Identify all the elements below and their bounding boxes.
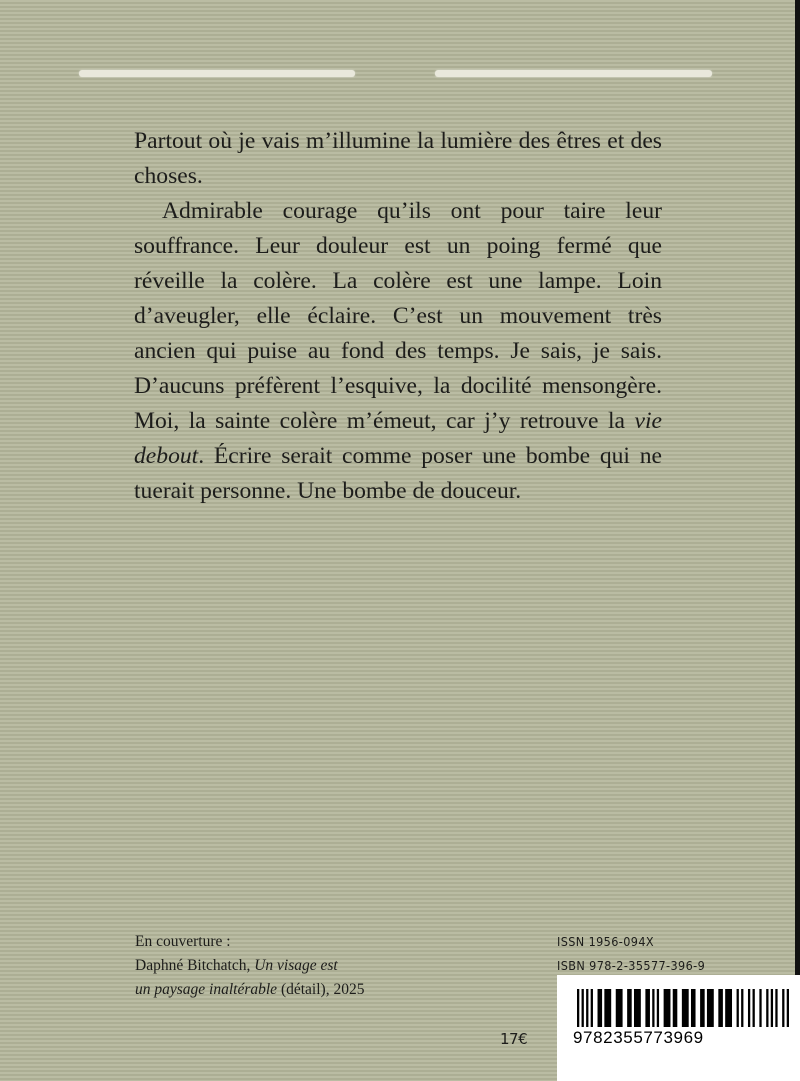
barcode-bar	[645, 989, 650, 1027]
barcode-bar	[664, 989, 671, 1027]
barcode-bar	[577, 989, 579, 1027]
barcode-bar	[766, 989, 768, 1027]
barcode-bar	[652, 989, 654, 1027]
paragraph-2	[134, 194, 662, 509]
credits-title-part2: un paysage inaltérable	[135, 981, 278, 998]
isbn-code: ISBN 978-2-35577-396-9	[557, 958, 706, 973]
cover-credits	[135, 930, 435, 1002]
barcode-bar	[787, 989, 789, 1027]
barcode-bar	[591, 989, 593, 1027]
barcode-icon	[577, 989, 789, 1027]
paragraph-1: Partout où je vais m’illumine la lumière des êtres et des choses.	[134, 128, 662, 189]
barcode-bar	[657, 989, 659, 1027]
paragraph-2-italic: vie debout	[134, 408, 662, 469]
barcode-bar	[691, 989, 696, 1027]
credits-artist: Daphné Bitchatch,	[135, 957, 255, 974]
credits-line-2	[135, 954, 435, 978]
barcode-bar	[718, 989, 723, 1027]
credits-title-part1: Un visage est	[254, 957, 338, 974]
barcode-box	[557, 975, 800, 1081]
issn-code: ISSN 1956-094X	[557, 934, 655, 949]
credits-heading: En couverture :	[135, 933, 231, 950]
publication-codes	[557, 930, 797, 978]
right-edge-strip	[795, 0, 800, 975]
credits-suffix: (détail), 2025	[277, 981, 365, 998]
barcode-bar	[741, 989, 743, 1027]
barcode-bar	[725, 989, 732, 1027]
barcode-bar	[598, 989, 603, 1027]
paragraph-2-part-b: . Écrire serait comme poser une bombe qui ne tuerait personne. Une bombe de douceur.	[134, 443, 662, 504]
credits-line-3	[135, 978, 435, 1002]
barcode-bar	[616, 989, 623, 1027]
barcode-bar	[707, 989, 714, 1027]
decorative-bar-right	[435, 70, 712, 77]
barcode-bar	[748, 989, 750, 1027]
barcode-bar	[775, 989, 777, 1027]
decorative-bar-left	[79, 70, 355, 77]
barcode-digits: 9782355773969	[573, 1028, 704, 1047]
barcode-bar	[759, 989, 761, 1027]
barcode-bar	[782, 989, 784, 1027]
barcode-bar	[682, 989, 689, 1027]
barcode-bar	[673, 989, 678, 1027]
barcode-bar	[737, 989, 739, 1027]
barcode-bar	[771, 989, 773, 1027]
barcode-bar	[700, 989, 705, 1027]
barcode-bar	[586, 989, 588, 1027]
barcode-bar	[627, 989, 632, 1027]
barcode-bar	[634, 989, 641, 1027]
barcode-bar	[604, 989, 611, 1027]
back-cover-text	[134, 124, 662, 509]
price-label: 17€	[500, 1030, 528, 1048]
paragraph-2-part-a: Admirable courage qu’ils ont pour taire leur souffrance. Leur douleur est un poing fermé que réveille la colère. La colère est une lampe. Loin d’aveugler, elle éclaire. C’est un mouvement très ancien qui puise au fond des temps. Je sais, je sais. D’aucuns préfèrent l’esquive, la docilité mensongère. Moi, la sainte colère m’émeut, car j’y retrouve la	[134, 198, 662, 434]
barcode-bar	[582, 989, 584, 1027]
barcode-bar	[753, 989, 755, 1027]
